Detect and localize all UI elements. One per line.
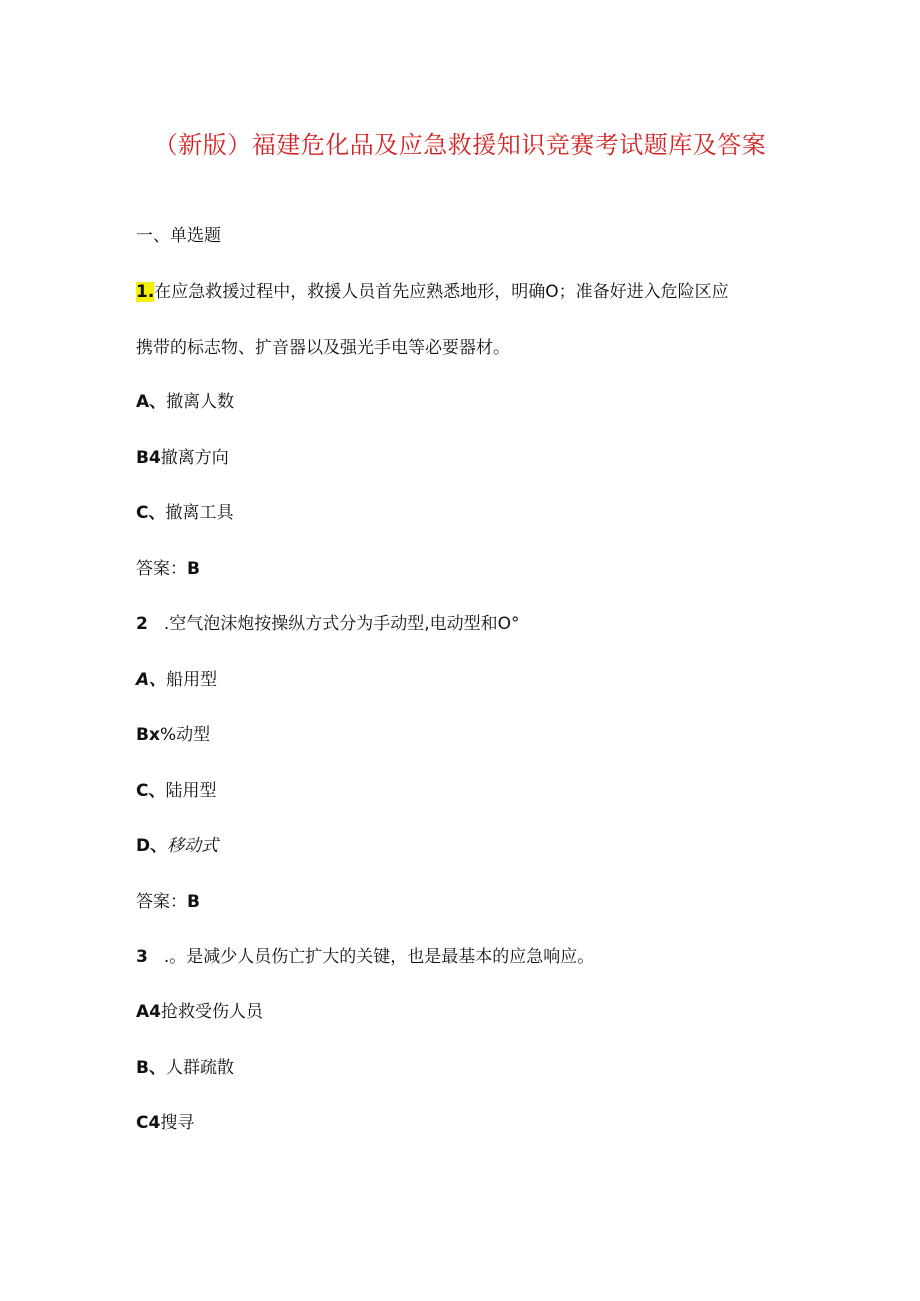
section-heading: 一、单选题	[136, 226, 221, 246]
option-text: 抢救受伤人员	[161, 1002, 263, 1022]
question-3-option-b	[136, 1056, 234, 1080]
question-2-number: 2	[136, 614, 148, 634]
option-label: C、	[136, 503, 166, 523]
question-2-text: .空气泡沫炮按操纵方式分为手动型,电动型和O°	[163, 614, 520, 634]
answer-label: 答案：	[136, 559, 187, 579]
question-3-number: 3	[136, 947, 148, 967]
option-text: 撤离工具	[165, 503, 234, 523]
option-text: 撤离人数	[166, 392, 235, 412]
question-1-option-c	[136, 501, 233, 525]
question-1-text-line-2: 携带的标志物、扩音器以及强光手电等必要器材。	[136, 338, 510, 358]
question-2-option-a	[136, 668, 217, 692]
answer-label: 答案：	[136, 892, 187, 912]
option-label: B4	[136, 448, 161, 468]
question-1-answer	[136, 557, 200, 581]
option-text: 船用型	[166, 670, 218, 690]
option-text: %动型	[159, 725, 211, 745]
option-label: C、	[136, 781, 166, 801]
option-text: 移动式	[167, 836, 219, 856]
question-2-option-c	[136, 779, 216, 803]
option-text: 人群疏散	[165, 1058, 234, 1078]
question-2-option-b	[136, 723, 210, 747]
option-label: Bx	[136, 725, 160, 745]
question-3-option-a	[136, 1000, 263, 1024]
option-text: 撤离方向	[160, 448, 229, 468]
answer-value: B	[187, 559, 200, 579]
option-label: C4	[136, 1113, 161, 1133]
question-1-text-line-1: 在应急救援过程中，救援人员首先应熟悉地形，明确O；准备好进入危险区应	[154, 282, 729, 302]
question-2-option-d	[136, 834, 218, 858]
option-label: A、	[136, 392, 167, 412]
question-3-option-c	[136, 1111, 194, 1135]
question-2	[136, 612, 520, 636]
option-label: A4	[136, 1002, 161, 1022]
question-1-option-b	[136, 446, 229, 470]
question-3-text: .。是减少人员伤亡扩大的关键，也是最基本的应急响应。	[163, 947, 595, 967]
option-text: 陆用型	[165, 781, 217, 801]
answer-value: B	[187, 892, 200, 912]
question-2-answer	[136, 890, 200, 914]
option-label: D、	[136, 836, 168, 856]
question-1-number: 1.	[136, 282, 155, 302]
option-label: B、	[136, 1058, 166, 1078]
question-3	[136, 945, 594, 969]
question-1-option-a	[136, 390, 234, 414]
option-label: A、	[136, 670, 167, 690]
document-title: （新版）福建危化品及应急救援知识竞赛考试题库及答案	[153, 131, 767, 159]
question-1-line-1	[136, 280, 729, 304]
option-text: 搜寻	[160, 1113, 195, 1133]
